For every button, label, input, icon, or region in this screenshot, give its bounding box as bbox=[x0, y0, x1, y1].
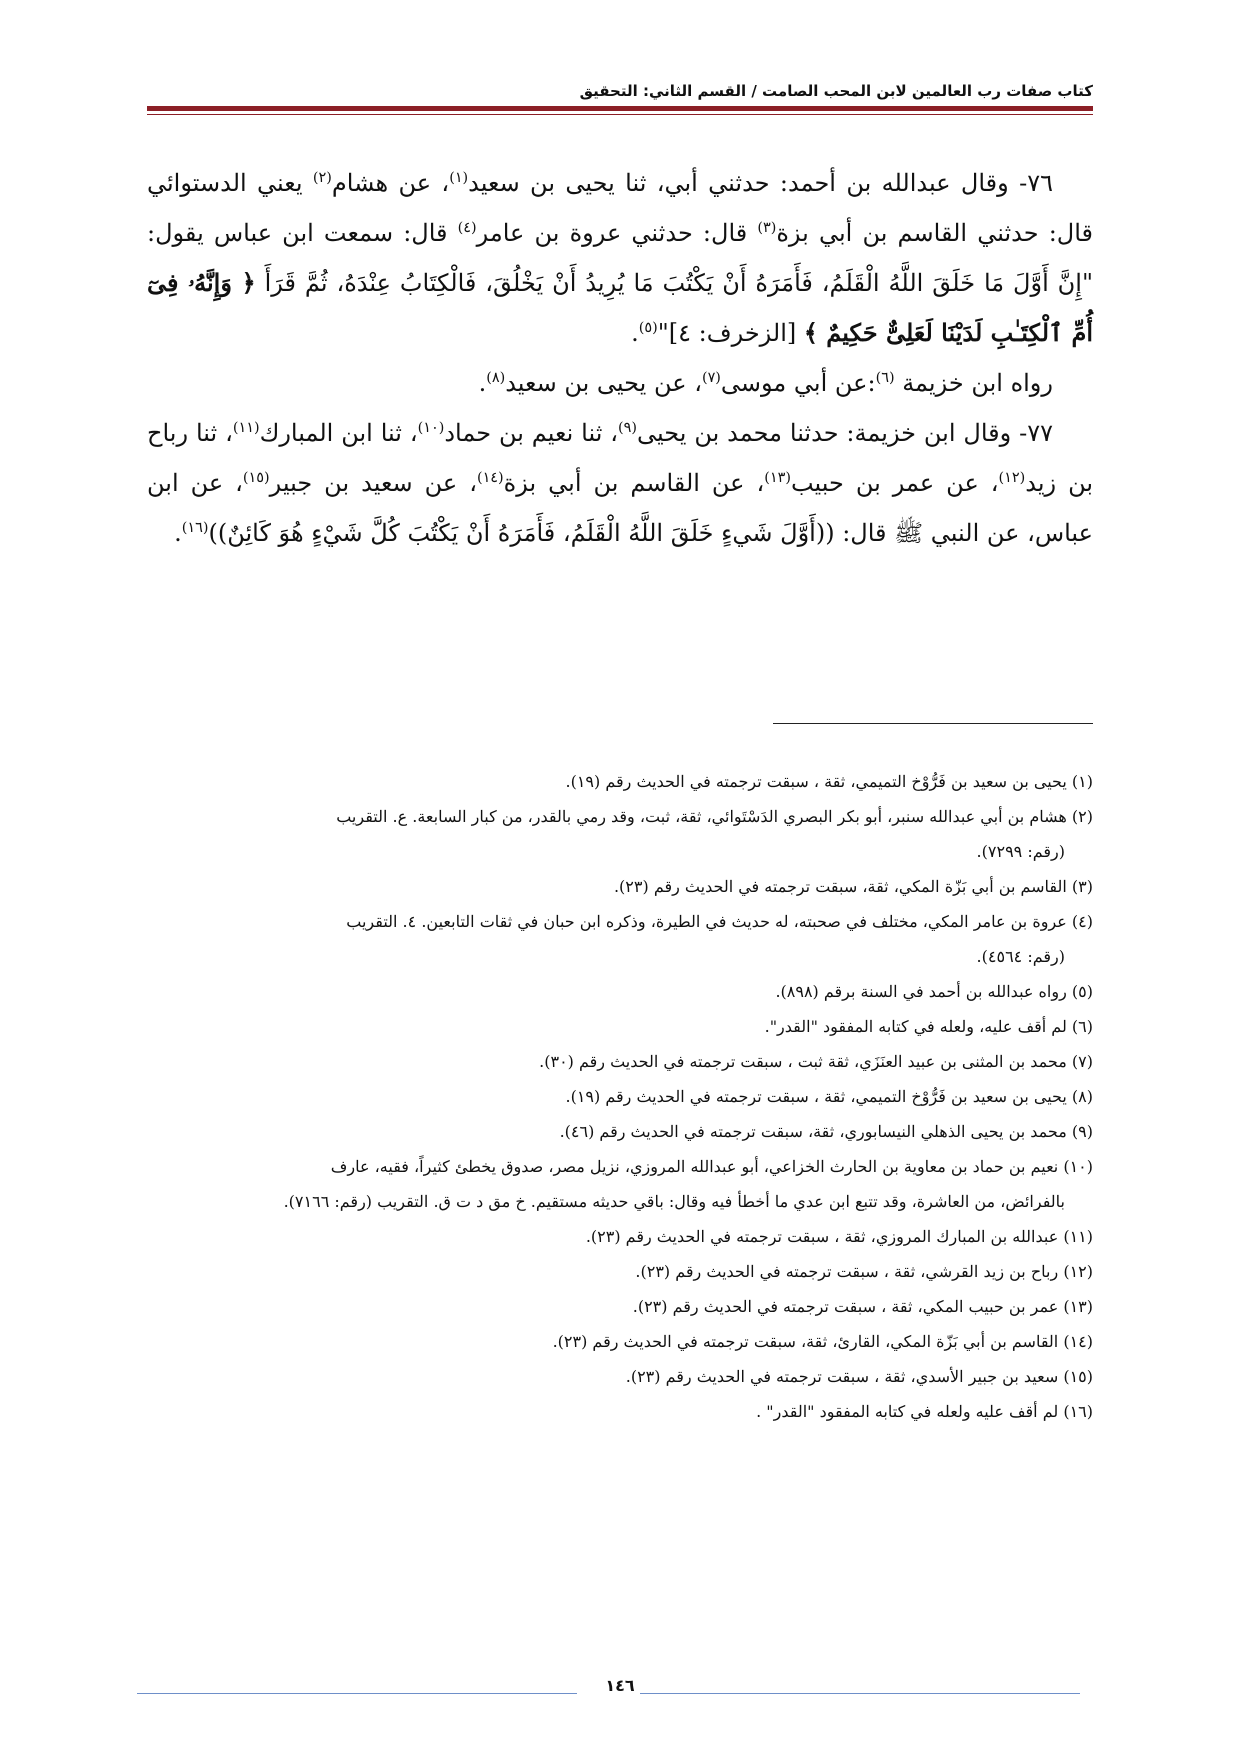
footnote: (١٥) سعيد بن جبير الأسدي، ثقة ، سبقت ترجمته في الحديث رقم (٢٣). bbox=[625, 1367, 1093, 1386]
riwaya-paragraph bbox=[147, 358, 1093, 408]
text-run: [الزخرف: ٤]" bbox=[657, 319, 804, 347]
footnote-ref: (٨) bbox=[486, 370, 506, 386]
text-run: يعني الدستوائي قال: حدثني القاسم بن أبي بزة bbox=[147, 169, 1094, 247]
header-rule-thin bbox=[147, 114, 1093, 115]
header-rule-thick bbox=[147, 106, 1093, 111]
text-run: . bbox=[174, 519, 182, 547]
footnote: (١٠) نعيم بن حماد بن معاوية بن الحارث الخزاعي، أبو عبدالله المروزي، نزيل مصر، صدوق يخطئ كثيراً، فقيه، عارف بالفرائض، من العاشرة، وقد تتبع ابن عدي ما أخطأ فيه وقال: باقي حديثه مستقيم. خ مق د ت ق. التقريب (رقم: ٧١٦٦). bbox=[283, 1157, 1093, 1211]
footnote: (٥) رواه عبدالله بن أحمد في السنة برقم (٨٩٨). bbox=[775, 982, 1093, 1001]
text-run: قال: حدثني عروة بن عامر bbox=[476, 219, 758, 247]
footnote-ref: (١) bbox=[449, 170, 469, 186]
footnote: (١) يحيى بن سعيد بن فَرُّوْخ التميمي، ثقة ، سبقت ترجمته في الحديث رقم (١٩). bbox=[565, 772, 1093, 791]
quran-verse: ﴿ وَإِنَّهُۥ فِىٓ أُمِّ ٱلْكِتَـٰبِ لَدَيْنَا لَعَلِىٌّ حَكِيمٌ ﴾ bbox=[147, 268, 1093, 347]
footnote-ref: (٤) bbox=[457, 220, 477, 236]
text-run: رواه ابن خزيمة bbox=[894, 369, 1053, 397]
main-text bbox=[147, 158, 1093, 558]
footnote: (١١) عبدالله بن المبارك المروزي، ثقة ، سبقت ترجمته في الحديث رقم (٢٣). bbox=[585, 1227, 1093, 1246]
text-run: قال: سمعت ابن عباس يقول: "إِنَّ أَوَّلَ مَا خَلَقَ اللَّهُ الْقَلَمُ، فَأَمَرَهُ أَنْ يَكْتُبَ مَا يُرِيدُ أَنْ يَخْلُقَ، فَالْكِتَابُ عِنْدَهُ، ثُمَّ قَرَأَ bbox=[147, 219, 1093, 297]
footnote: (١٢) رباح بن زيد القرشي، ثقة ، سبقت ترجمته في الحديث رقم (٢٣). bbox=[635, 1262, 1093, 1281]
footnote: (٤) عروة بن عامر المكي، مختلف في صحبته، له حديث في الطيرة، وذكره ابن حبان في ثقات التابعين. ٤. التقريب (رقم: ٤٥٦٤). bbox=[346, 912, 1093, 966]
text-run: ، عن القاسم بن أبي بزة bbox=[503, 469, 765, 497]
text-run: ، عن عمر بن حبيب bbox=[790, 469, 999, 497]
footnote: (١٤) القاسم بن أبي بَزّة المكي، القارئ، ثقة، سبقت ترجمته في الحديث رقم (٢٣). bbox=[552, 1332, 1093, 1351]
footnote: (٣) القاسم بن أبي بَزّة المكي، ثقة، سبقت ترجمته في الحديث رقم (٢٣). bbox=[613, 877, 1093, 896]
text-run: ٧٦- وقال عبدالله بن أحمد: حدثني أبي، ثنا يحيى بن سعيد bbox=[468, 169, 1053, 197]
footnote-ref: (٦) bbox=[875, 370, 895, 386]
hadith-76-paragraph bbox=[147, 158, 1093, 358]
footnote: (٦) لم أقف عليه، ولعله في كتابه المفقود "القدر". bbox=[764, 1017, 1093, 1036]
footnote: (٢) هشام بن أبي عبدالله سنبر، أبو بكر البصري الدَسْتَوائي، ثقة، ثبت، وقد رمي بالقدر، من كبار السابعة. ع. التقريب (رقم: ٧٢٩٩). bbox=[336, 807, 1093, 861]
text-run: ، عن يحيى بن سعيد bbox=[505, 369, 702, 397]
footnote-ref: (١٠) bbox=[417, 420, 445, 436]
hadith-77-paragraph bbox=[147, 408, 1093, 558]
footnote-ref: (١٣) bbox=[764, 470, 791, 486]
text-run: . bbox=[478, 369, 487, 397]
footnote: (١٣) عمر بن حبيب المكي، ثقة ، سبقت ترجمته في الحديث رقم (٢٣). bbox=[632, 1297, 1093, 1316]
footnote: (١٦) لم أقف عليه ولعله في كتابه المفقود "القدر" . bbox=[756, 1402, 1093, 1421]
footnote-ref: (٩) bbox=[618, 420, 638, 436]
text-run: ، عن سعيد بن جبير bbox=[269, 469, 477, 497]
footnote-ref: (٧) bbox=[701, 370, 721, 386]
text-run: ، عن ابن عباس، عن النبي ﷺ قال: ((أَوَّلَ شَيءٍ خَلَقَ اللَّهُ الْقَلَمُ، فَأَمَرَهُ أَنْ يَكْتُبَ كُلَّ شَيْءٍ هُوَ كَائِنٌ)) bbox=[147, 469, 1093, 547]
text-run: ، ثنا رباح بن زيد bbox=[147, 419, 1094, 497]
text-run: ٧٧- وقال ابن خزيمة: حدثنا محمد بن يحيى bbox=[637, 419, 1054, 447]
footnote: (٨) يحيى بن سعيد بن فَرُّوْخ التميمي، ثقة ، سبقت ترجمته في الحديث رقم (١٩). bbox=[565, 1087, 1093, 1106]
footnote-ref: (٣) bbox=[757, 220, 777, 236]
text-run: ، ثنا ابن المبارك bbox=[259, 419, 418, 447]
text-run: ، ثنا نعيم بن حماد bbox=[444, 419, 619, 447]
footnote-ref: (٥) bbox=[638, 320, 658, 336]
footnote: (٧) محمد بن المثنى بن عبيد العنَزَي، ثقة ثبت ، سبقت ترجمته في الحديث رقم (٣٠). bbox=[539, 1052, 1093, 1071]
footnote-ref: (١٦) bbox=[181, 520, 209, 536]
footnote: (٩) محمد بن يحيى الذهلي النيسابوري، ثقة، سبقت ترجمته في الحديث رقم (٤٦). bbox=[559, 1122, 1093, 1141]
footnote-ref: (١٢) bbox=[998, 470, 1026, 486]
footnote-ref: (١٥) bbox=[242, 470, 270, 486]
page-number: ١٤٦ bbox=[605, 1676, 635, 1695]
footnotes bbox=[147, 764, 1093, 1429]
running-header: كتاب صفات رب العالمين لابن المحب الصامت / القسم الثاني: التحقيق bbox=[579, 82, 1093, 100]
footnote-ref: (١٤) bbox=[476, 470, 504, 486]
text-run: ، عن هشام bbox=[331, 169, 450, 197]
text-run: :عن أبي موسى bbox=[720, 369, 876, 397]
footnote-separator bbox=[773, 723, 1093, 724]
footnote-ref: (١١) bbox=[232, 420, 260, 436]
text-run: . bbox=[631, 319, 639, 347]
footnote-ref: (٢) bbox=[312, 170, 332, 186]
